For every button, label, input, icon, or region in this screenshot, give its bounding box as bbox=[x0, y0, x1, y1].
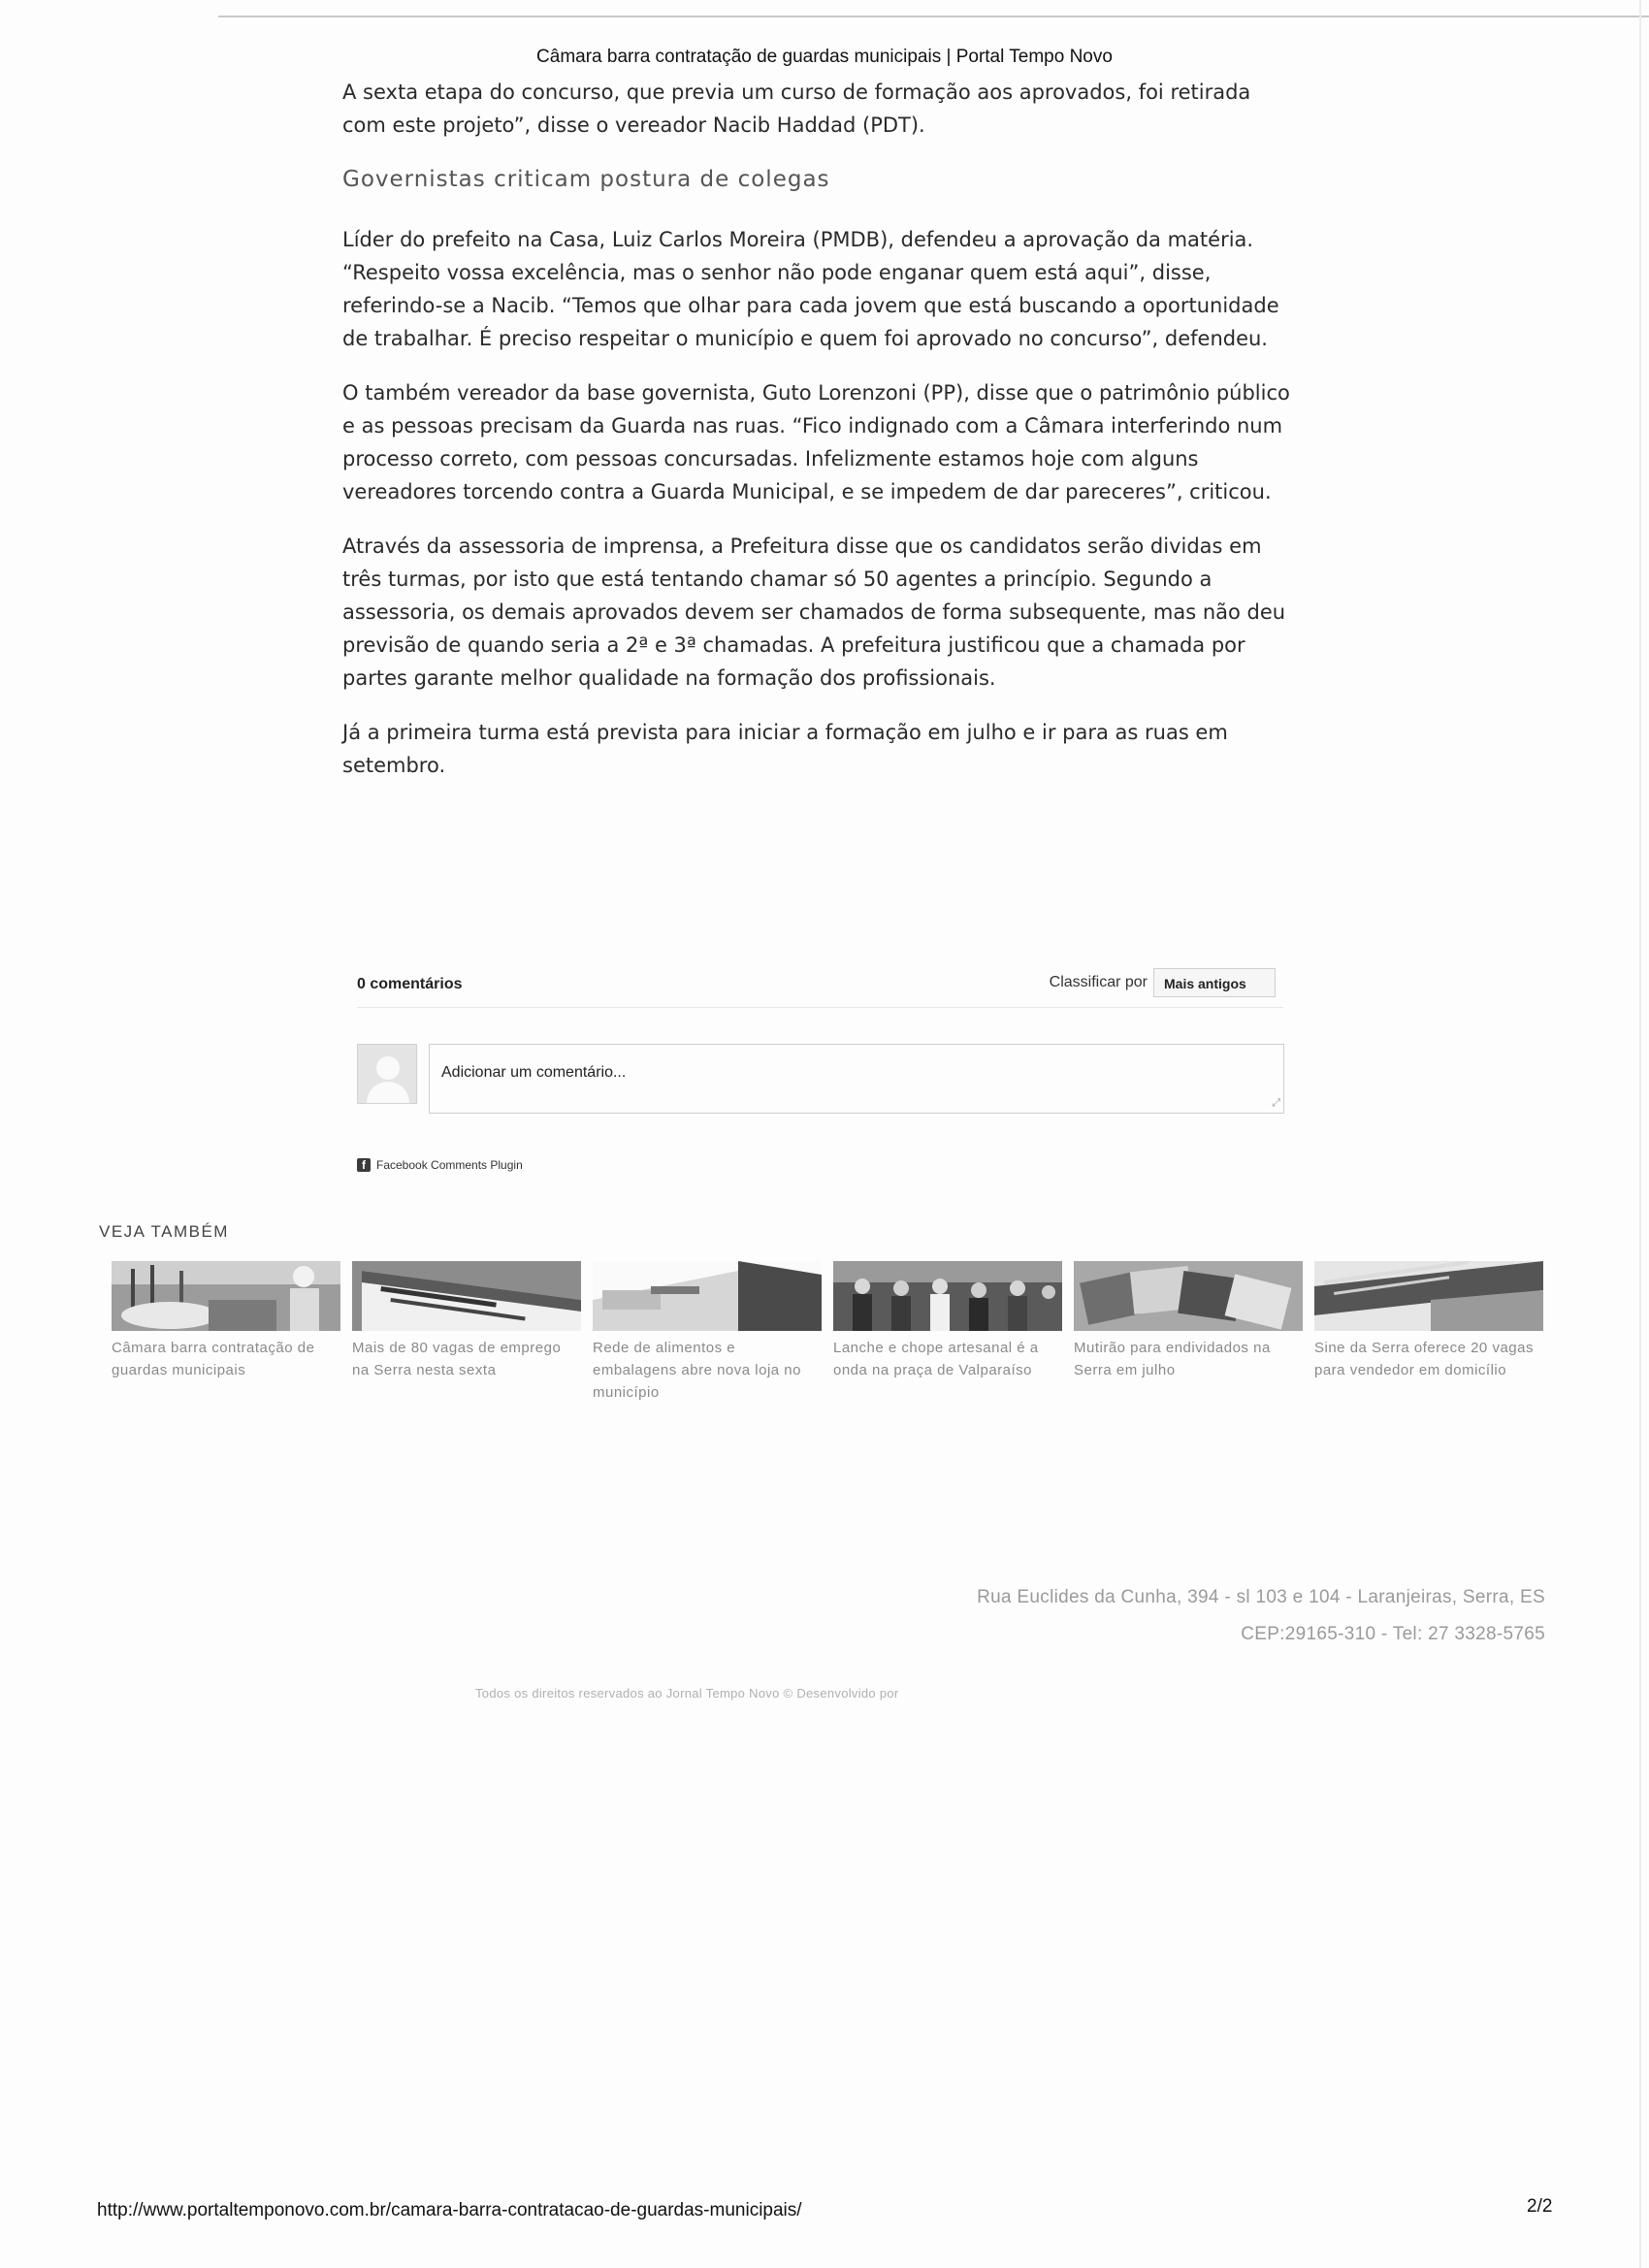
related-title[interactable]: Câmara barra contratação de guardas municipais bbox=[112, 1340, 315, 1378]
comment-input-placeholder: Adicionar um comentário... bbox=[441, 1064, 627, 1081]
related-article-card[interactable] bbox=[1314, 1261, 1543, 1381]
related-thumbnail[interactable] bbox=[1314, 1261, 1543, 1331]
print-page-number: 2/2 bbox=[1527, 2196, 1553, 2217]
comment-input[interactable] bbox=[429, 1044, 1284, 1114]
related-thumbnail[interactable] bbox=[1074, 1261, 1303, 1331]
related-thumbnail[interactable] bbox=[593, 1261, 822, 1331]
related-title[interactable]: Rede de alimentos e embalagens abre nova loja no município bbox=[593, 1340, 801, 1401]
facebook-comments-widget bbox=[357, 968, 1283, 1172]
footer-address-block bbox=[977, 1579, 1545, 1653]
resize-grip-icon[interactable]: ⤢ bbox=[1272, 1097, 1280, 1109]
article-paragraph: A sexta etapa do concurso, que previa um curso de formação aos aprovados, foi retirada com este projeto”, disse o vereador Nacib Haddad (PDT). bbox=[342, 81, 1251, 137]
article-paragraph: Já a primeira turma está prevista para iniciar a formação em julho e ir para as ruas em setembro. bbox=[342, 721, 1228, 777]
related-thumbnail[interactable] bbox=[833, 1261, 1062, 1331]
related-thumbnail[interactable] bbox=[352, 1261, 581, 1331]
plugin-label: Facebook Comments Plugin bbox=[376, 1158, 523, 1172]
related-title[interactable]: Lanche e chope artesanal é a onda na praça de Valparaíso bbox=[833, 1340, 1039, 1378]
avatar bbox=[357, 1044, 417, 1104]
scan-edge-top bbox=[218, 16, 1649, 17]
print-page-url: http://www.portaltemponovo.com.br/camara-barra-contratacao-de-guardas-municipais/ bbox=[97, 2200, 802, 2220]
related-title[interactable]: Sine da Serra oferece 20 vagas para vendedor em domicílio bbox=[1314, 1340, 1534, 1378]
article-subheading: Governistas criticam postura de colegas bbox=[342, 167, 830, 192]
article-paragraph: Através da assessoria de imprensa, a Prefeitura disse que os candidatos serão dividas em três turmas, por isto que está tentando chamar só 50 agentes a princípio. Segundo a assessoria, os demais aprovados devem ser chamados de forma subsequente, mas não deu previsão de quando seria a 2ª e 3ª chamadas. A prefeitura justificou que a chamada por partes garante melhor qualidade na formação dos profissionais. bbox=[342, 535, 1286, 690]
facebook-plugin-link[interactable] bbox=[357, 1158, 523, 1172]
sort-select[interactable]: Mais antigos bbox=[1153, 968, 1276, 997]
facebook-icon: f bbox=[357, 1158, 371, 1172]
related-article-card[interactable] bbox=[593, 1261, 822, 1404]
related-article-card[interactable] bbox=[352, 1261, 581, 1381]
related-heading: VEJA TAMBÉM bbox=[99, 1222, 229, 1241]
footer-contact: CEP:29165-310 - Tel: 27 3328-5765 bbox=[1241, 1624, 1545, 1644]
related-title[interactable]: Mutirão para endividados na Serra em julho bbox=[1074, 1340, 1271, 1378]
article-paragraph: O também vereador da base governista, Guto Lorenzoni (PP), disse que o patrimônio público e as pessoas precisam da Guarda nas ruas. “Fico indignado com a Câmara interferindo num processo correto, com pessoas concursadas. Infelizmente estamos hoje com alguns vereadores torcendo contra a Guarda Municipal, e se impedem de dar pareceres”, criticou. bbox=[342, 381, 1290, 503]
related-article-card[interactable] bbox=[112, 1261, 340, 1381]
comments-count: 0 comentários bbox=[357, 976, 463, 992]
footer-address: Rua Euclides da Cunha, 394 - sl 103 e 104 - Laranjeiras, Serra, ES bbox=[977, 1587, 1545, 1607]
avatar-head bbox=[376, 1056, 400, 1080]
article-body bbox=[342, 76, 1293, 803]
print-header-title: Câmara barra contratação de guardas municipais | Portal Tempo Novo bbox=[536, 47, 1113, 67]
related-thumbnail[interactable] bbox=[112, 1261, 340, 1331]
related-article-card[interactable] bbox=[833, 1261, 1062, 1381]
comments-header bbox=[357, 968, 1283, 1008]
related-articles bbox=[112, 1261, 1547, 1407]
related-title[interactable]: Mais de 80 vagas de emprego na Serra nesta sexta bbox=[352, 1340, 562, 1378]
article-paragraph: Líder do prefeito na Casa, Luiz Carlos Moreira (PMDB), defendeu a aprovação da matéria. “Respeito vossa excelência, mas o senhor não pode enganar quem está aqui”, disse, referindo-se a Nacib. “Temos que olhar para cada jovem que está buscando a oportunidade de trabalhar. É preciso respeitar o município e quem foi aprovado no concurso”, defendeu. bbox=[342, 228, 1279, 350]
sort-label: Classificar por bbox=[1049, 974, 1148, 990]
avatar-body bbox=[367, 1082, 409, 1104]
related-article-card[interactable] bbox=[1074, 1261, 1303, 1381]
scan-edge-right bbox=[1639, 0, 1641, 2268]
footer-copyright: Todos os direitos reservados ao Jornal Tempo Novo © Desenvolvido por bbox=[475, 1686, 899, 1701]
